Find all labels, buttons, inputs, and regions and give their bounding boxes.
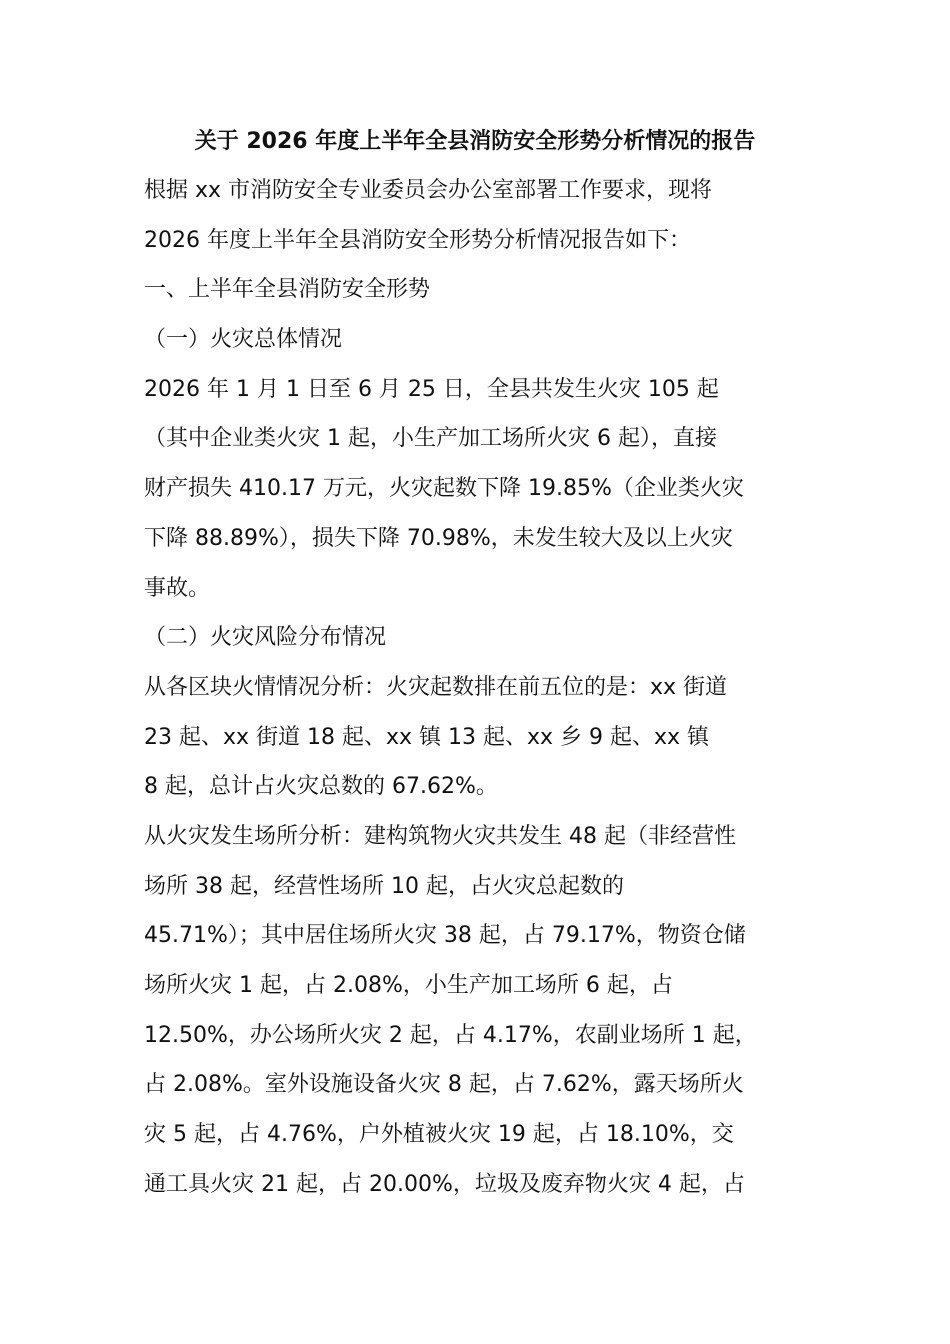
paragraph-line: 财产损失 410.17 万元，火灾起数下降 19.85%（企业类火灾 [144, 476, 744, 502]
subsection-heading: （二）火灾风险分布情况 [144, 625, 387, 651]
paragraph-line: 45.71%）；其中居住场所火灾 38 起，占 79.17%，物资仓储 [144, 923, 746, 949]
intro-line: 2026 年度上半年全县消防安全形势分析情况报告如下： [144, 227, 691, 253]
paragraph-line: 事故。 [144, 575, 211, 601]
paragraph-line: 灾 5 起，占 4.76%，户外植被火灾 19 起，占 18.10%，交 [144, 1122, 734, 1148]
paragraph-line: 通工具火灾 21 起，占 20.00%，垃圾及废弃物火灾 4 起，占 [144, 1171, 745, 1197]
document-body [144, 166, 806, 1209]
intro-line: 根据 xx 市消防安全专业委员会办公室部署工作要求，现将 [144, 178, 713, 203]
document-title: 关于 2026 年度上半年全县消防安全形势分析情况的报告 [194, 129, 756, 154]
paragraph-line: 从火灾发生场所分析：建构筑物火灾共发生 48 起（非经营性 [144, 823, 736, 849]
subsection-heading: （一）火灾总体情况 [144, 327, 343, 353]
paragraph-line: 场所火灾 1 起，占 2.08%，小生产加工场所 6 起，占 [144, 973, 673, 998]
section-heading: 一、上半年全县消防安全形势 [144, 277, 431, 303]
paragraph-line: （其中企业类火灾 1 起，小生产加工场所火灾 6 起），直接 [144, 426, 717, 452]
paragraph-line: 下降 88.89%），损失下降 70.98%，未发生较大及以上火灾 [144, 525, 733, 551]
paragraph-line: 从各区块火情情况分析：火灾起数排在前五位的是：xx 街道 [144, 674, 728, 700]
paragraph-line: 2026 年 1 月 1 日至 6 月 25 日，全县共发生火灾 105 起 [144, 376, 719, 402]
paragraph-line: 12.50%，办公场所火灾 2 起，占 4.17%，农副业场所 1 起， [144, 1022, 757, 1048]
paragraph-line: 23 起、xx 街道 18 起、xx 镇 13 起、xx 乡 9 起、xx 镇 [144, 724, 710, 750]
paragraph-line: 占 2.08%。室外设施设备火灾 8 起，占 7.62%，露天场所火 [144, 1072, 744, 1098]
document-page [144, 118, 806, 1209]
paragraph-line: 8 起，总计占火灾总数的 67.62%。 [144, 774, 498, 800]
paragraph-line: 场所 38 起，经营性场所 10 起，占火灾总起数的 [144, 873, 624, 899]
